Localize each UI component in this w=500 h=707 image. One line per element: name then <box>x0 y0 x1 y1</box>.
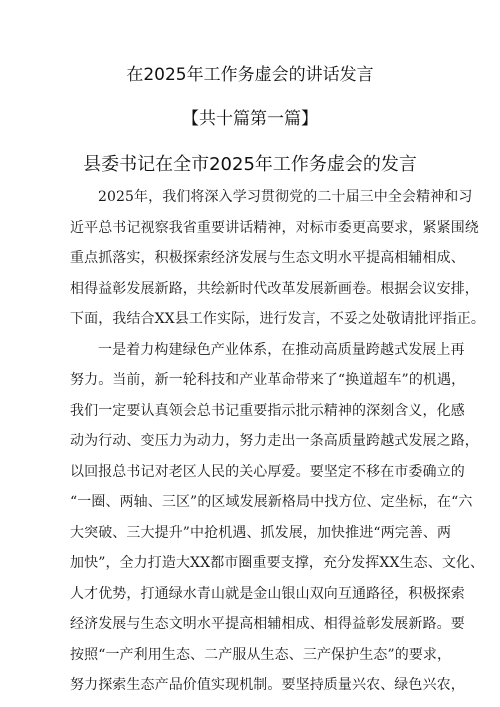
paragraph-line: 重点抓落实，积极探索经济发展与生态文明水平提高相辅相成、 <box>70 250 465 266</box>
paragraph-line: 一是着力构建绿色产业体系，在推动高质量跨越式发展上再 <box>98 341 465 358</box>
paragraph-line: 近平总书记视察我省重要讲话精神，对标市委更高要求，紧紧围绕 <box>70 219 479 236</box>
paragraph-line: 经济发展与生态文明水平提高相辅相成、相得益彰发展新路。要 <box>70 616 465 632</box>
paragraph-line: 努力探索生态产品价值实现机制。要坚持质量兴农、绿色兴农， <box>70 677 465 693</box>
paragraph-line: 相得益彰发展新路，共绘新时代改革发展新画卷。根据会议安排， <box>70 280 479 297</box>
paragraph-line: 加快”，全力打造大XX都市圈重要支撑，充分发挥XX生态、文化、 <box>70 555 485 571</box>
paragraph-line: 努力。当前，新一轮科技和产业革命带来了“换道超车”的机遇， <box>70 372 466 388</box>
paragraph-line: 动为行动、变压力为动力，努力走出一条高质量跨越式发展之路， <box>70 433 479 449</box>
document-title: 在2025年工作务虚会的讲话发言 <box>126 65 374 85</box>
paragraph-line: 下面，我结合XX县工作实际，进行发言，不妥之处敬请批评指正。 <box>70 311 485 327</box>
speech-heading: 县委书记在全市2025年工作务虚会的发言 <box>83 154 417 175</box>
paragraph-line: 我们一定要认真领会总书记重要指示批示精神的深刻含义，化感 <box>70 402 465 419</box>
paragraph-line: “一圈、两轴、三区”的区域发展新格局中找方位、定坐标，在“六 <box>70 494 473 510</box>
speech-body <box>70 182 485 701</box>
paragraph-line: 按照“一产利用生态、二产服从生态、三产保护生态”的要求， <box>70 646 452 663</box>
paragraph-line: 以回报总书记对老区人民的关心厚爱。要坚定不移在市委确立的 <box>70 463 465 480</box>
document-subtitle: 【共十篇第一篇】 <box>182 109 318 129</box>
paragraph-line: 人才优势，打通绿水青山就是金山银山双向互通路径，积极探索 <box>70 585 465 602</box>
paragraph-line: 2025年，我们将深入学习贯彻党的二十届三中全会精神和习 <box>98 189 473 205</box>
paragraph-line: 大突破、三大提升”中抢机遇、抓发展，加快推进“两完善、两 <box>70 524 452 541</box>
